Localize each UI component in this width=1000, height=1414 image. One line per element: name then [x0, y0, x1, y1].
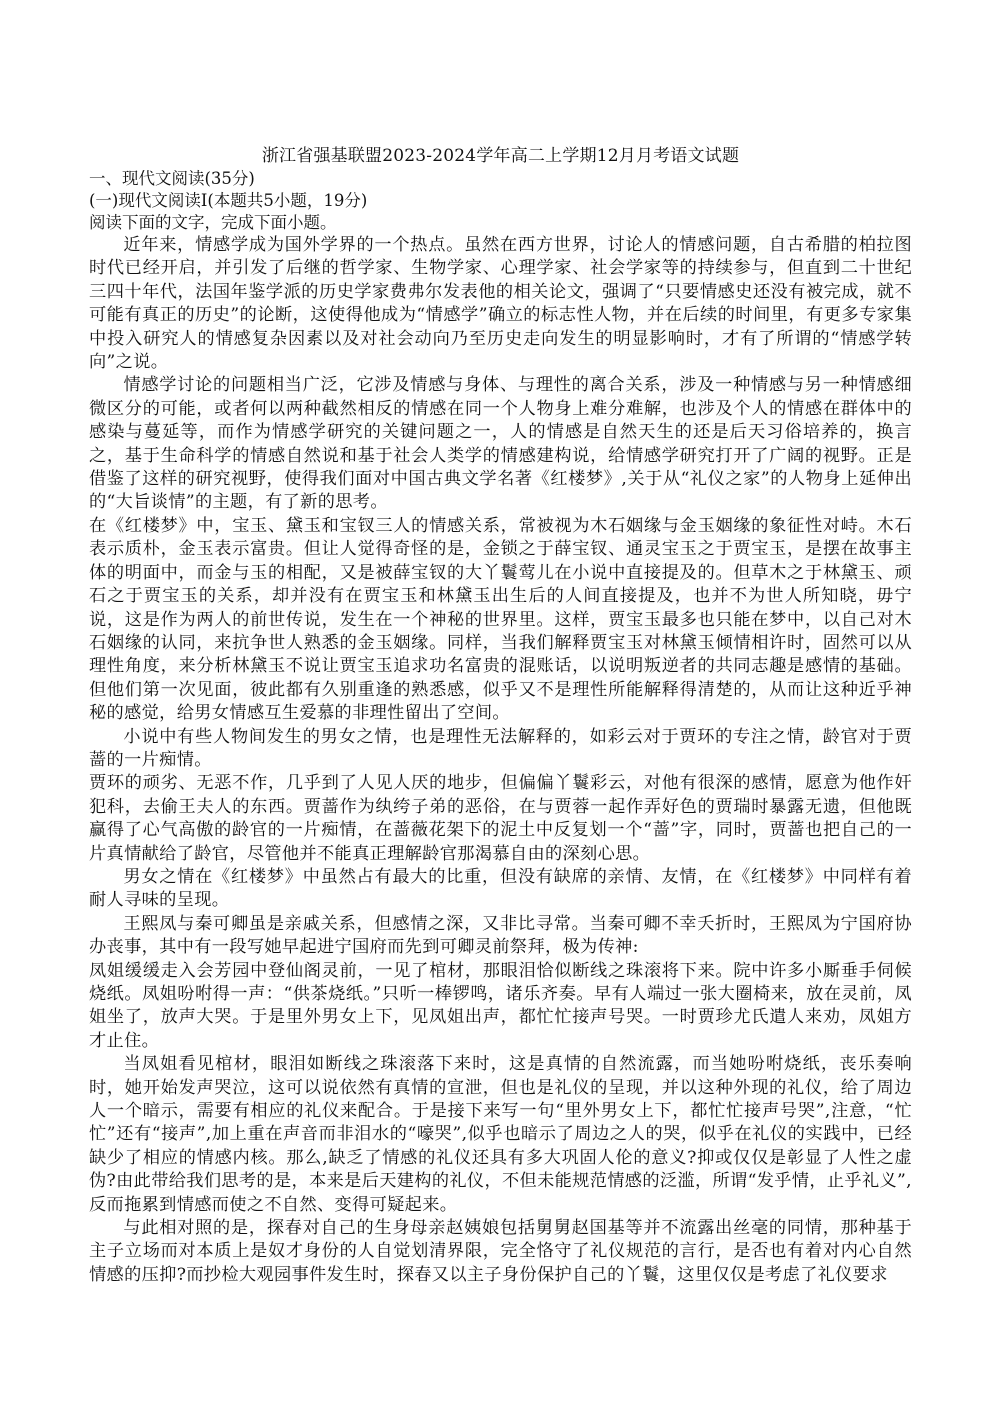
paragraph-7: 王熙凤与秦可卿虽是亲戚关系，但感情之深，又非比寻常。当秦可卿不幸夭折时，王熙凤为宁国府协办丧事，其中有一段写她早起进宁国府而先到可卿灵前祭拜，极为传神: [89, 913, 912, 958]
paragraph-4: 小说中有些人物间发生的男女之情，也是理性无法解释的，如彩云对于贾环的专注之情，龄官对于贾蔷的一片痴情。 [89, 726, 912, 770]
reading-instruction: 阅读下面的文字，完成下面小题。 [89, 213, 337, 232]
paragraph-2: 情感学讨论的问题相当广泛，它涉及情感与身体、与理性的离合关系，涉及一种情感与另一种情感细微区分的可能，或者何以两种截然相反的情感在同一个人物身上难分难解，也涉及个人的情感在群体中的感染与蔓延等，而作为情感学研究的关键问题之一，人的情感是自然天生的还是后天习俗培养的，换言之，基于生命科学的情感自然说和基于社会人类学的情感建构说，给情感学研究打开了广阔的视野。正是借鉴了这样的研究视野，使得我们面对中国古典文学名著《红楼梦》,关于从“礼仪之家”的人物身上延伸出的“大旨谈情”的主题，有了新的思考。 [89, 375, 912, 513]
paragraph-5: 贾环的顽劣、无恶不作，几乎到了人见人厌的地步，但偏偏丫鬟彩云，对他有很深的感情，愿意为他作奸犯科，去偷王夫人的东西。贾蔷作为纨绔子弟的恶俗，在与贾蓉一起作弄好色的贾瑞时暴露无遗，但他既赢得了心气高傲的龄官的一片痴情，在蔷薇花架下的泥土中反复划一个“蔷”字，同时，贾蔷也把自己的一片真情献给了龄官，尽管他并不能真正理解龄官那渴慕自由的深刻心思。 [89, 773, 912, 864]
paragraph-3: 在《红楼梦》中，宝玉、黛玉和宝钗三人的情感关系，常被视为木石姻缘与金玉姻缘的象征性对峙。木石表示质朴，金玉表示富贵。但让人觉得奇怪的是，金锁之于薛宝钗、通灵宝玉之于贾宝玉，是摆在故事主体的明面中，而金与玉的相配，又是被薛宝钗的大丫鬟莺儿在小说中直接提及的。但草木之于林黛玉、顽石之于贾宝玉的关系，却并没有在贾宝玉和林黛玉出生后的人间直接提及，也并不为世人所知晓，毋宁说，这是作为两人的前世传说，发生在一个神秘的世界里。这样，贾宝玉最多也只能在梦中，以自己对木石姻缘的认同，来抗争世人熟悉的金玉姻缘。同样，当我们解释贾宝玉对林黛玉倾情相许时，固然可以从理性角度，来分析林黛玉不说让贾宝玉追求功名富贵的混账话，以说明叛逆者的共同志趣是感情的基础。但他们第一次见面，彼此都有久别重逢的熟悉感，似乎又不是理性所能解释得清楚的，从而让这种近乎神秘的感觉，给男女情感互生爱慕的非理性留出了空间。 [89, 515, 912, 724]
paragraph-10: 与此相对照的是，探春对自己的生身母亲赵姨娘包括舅舅赵国基等并不流露出丝毫的同情，那种基于主子立场而对本质上是奴才身份的人自觉划清界限，完全恪守了礼仪规范的言行，是否也有着对内心自然情感的压抑?而抄检大观园事件发生时，探春又以主子身份保护自己的丫鬟，这里仅仅是考虑了礼仪要求 [89, 1218, 912, 1285]
quoted-excerpt: 凤姐缓缓走入会芳园中登仙阁灵前，一见了棺材，那眼泪恰似断线之珠滚将下来。院中许多小厮垂手伺候烧纸。凤姐吩咐得一声：“供茶烧纸。”只听一棒锣鸣，诸乐齐奏。早有人端过一张大圈椅来，放在灵前，凤姐坐了，放声大哭。于是里外男女上下，见凤姐出声，都忙忙接声号哭。一时贾珍尤氏遣人来劝，凤姐方才止住。 [89, 960, 912, 1051]
page-title: 浙江省强基联盟2023-2024学年高二上学期12月月考语文试题 [261, 146, 740, 166]
section-heading: 一、现代文阅读(35分) [89, 169, 255, 188]
paragraph-9: 当凤姐看见棺材，眼泪如断线之珠滚落下来时，这是真情的自然流露，而当她吩咐烧纸，丧乐奏响时，她开始发声哭泣，这可以说依然有真情的宣泄，但也是礼仪的呈现，并以这种外现的礼仪，给了周边人一个暗示，需要有相应的礼仪来配合。于是接下来写一句“里外男女上下，都忙忙接声号哭”,注意，“忙忙”还有“接声”,加上重在声音而非泪水的“嚎哭”,似乎也暗示了周边之人的哭，似乎在礼仪的实践中，已经缺少了相应的情感内核。那么,缺乏了情感的礼仪还具有多大巩固人伦的意义?抑或仅仅是彰显了人性之虚伪?由此带给我们思考的是，本来是后天建构的礼仪，不但未能规范情感的泛滥，所谓“发乎情，止乎礼义”,反而拖累到情感而使之不自然、变得可疑起来。 [89, 1054, 912, 1215]
subsection-heading: (一)现代文阅读I(本题共5小题，19分) [89, 191, 368, 210]
paragraph-6: 男女之情在《红楼梦》中虽然占有最大的比重，但没有缺席的亲情、友情，在《红楼梦》中同样有着耐人寻味的呈现。 [89, 866, 912, 911]
paragraph-1: 近年来，情感学成为国外学界的一个热点。虽然在西方世界，讨论人的情感问题，自古希腊的柏拉图时代已经开启，并引发了后继的哲学家、生物学家、心理学家、社会学家等的持续参与，但直到二十世纪三四十年代，法国年鉴学派的历史学家费弗尔发表他的相关论文，强调了“只要情感史还没有被完成，就不可能有真正的历史”的论断，这使得他成为“情感学”确立的标志性人物，并在后续的时间里，有更多专家集中投入研究人的情感复杂因素以及对社会动向乃至历史走向发生的明显影响时，才有了所谓的“情感学转向”之说。 [89, 235, 912, 373]
